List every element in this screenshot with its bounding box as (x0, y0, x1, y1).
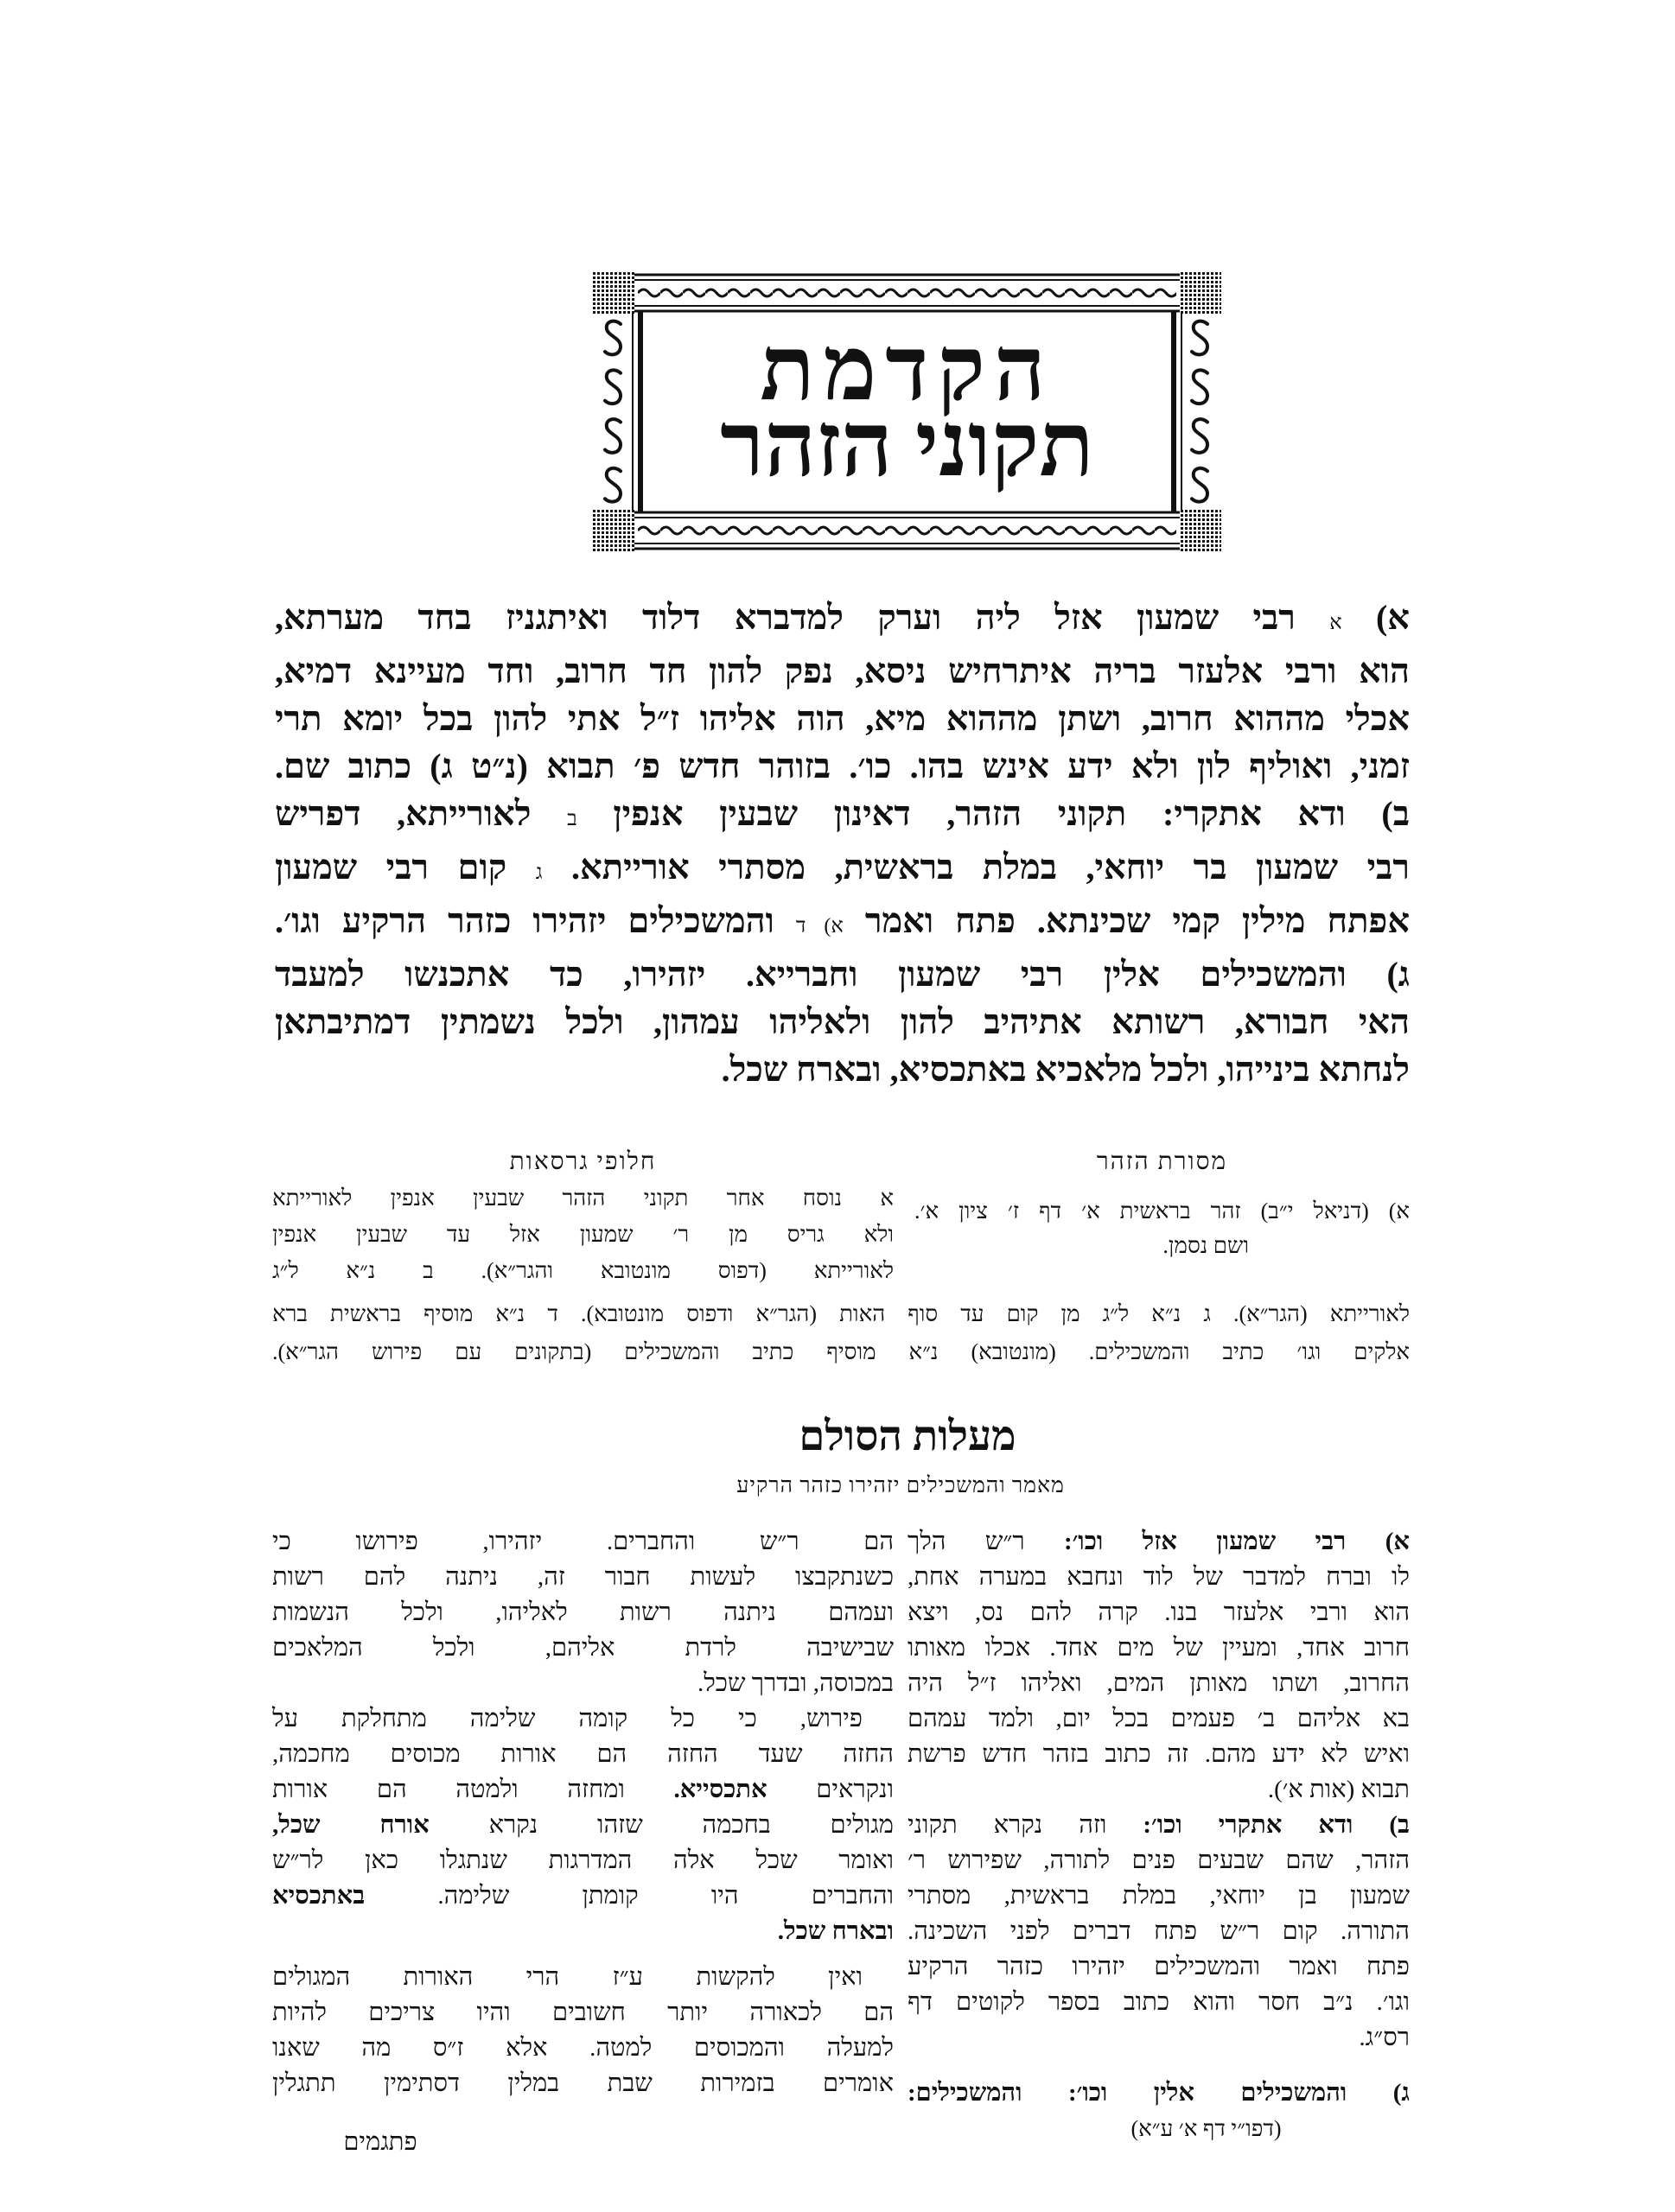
masoret-heading: מסורת הזהר (1096, 1148, 1228, 1175)
line-text: אפתח מילין קמי שכינתא. פתח ואמר (843, 901, 1411, 940)
note-line: לאורייתא (הגר״א). ג נ״א ל״ג מן קום עד סוף האות (הגר״א ודפוס מונטובא). ד נ״א מוסיף בראשית ברא (272, 1301, 1410, 1326)
commentary-line (908, 1808, 1410, 1843)
commentary-right-column (908, 1524, 1410, 2146)
bottom-wave (638, 524, 1176, 537)
emphasized-term: באתכסיא (272, 1882, 366, 1910)
note-line: א נוסח אחר תקוני הזהר שבעין אנפין לאורייתא (272, 1185, 894, 1211)
variant-marker: ב (567, 808, 577, 830)
paragraph-label: א) (1341, 598, 1410, 637)
commentary-line: חרוב אחד, ומעיין של מים אחד. אכלו מאותו (908, 1634, 1410, 1662)
commentary-line: כשנתקבצו לעשות חבור זה, ניתנה להם רשות (272, 1563, 894, 1591)
note-line: א) (דניאל י״ב) זהר בראשית א׳ דף ז׳ ציון א׳. (914, 1198, 1410, 1224)
commentary-line: פתח ואמר והמשכילים יזהירו כזהר הרקיע (908, 1953, 1410, 1980)
title-line-2: תקוני הזהר (720, 396, 1094, 495)
sulam-subheading: מאמר והמשכילים יזהירו כזהר הרקיע (736, 1474, 1065, 1497)
main-line: זמני, ואוליף לון ולא ידע אינש בהו. כו׳. בזוהר חדש פ׳ תבוא (נ״ט ג) כתוב שם. (275, 747, 1410, 785)
emphasized-term: אורח שכל, (272, 1811, 430, 1839)
commentary-line (272, 1772, 894, 1808)
emphasized-term: אתכסייא. (673, 1776, 767, 1803)
commentary-line (272, 1878, 894, 1914)
chilufei-notes-continued (272, 1295, 1410, 1371)
main-text (275, 594, 1410, 1093)
reference-marker: א) ד (795, 915, 844, 938)
main-line: האי חבורא, רשותא אתיהיב להון ולאליהו עמהון, ולכל נשמתין דמתיבתאן (275, 1002, 1410, 1041)
left-side-band (593, 314, 634, 510)
commentary-line: לו וברח למדבר של לוד ונחבא במערה אחת, (908, 1563, 1410, 1591)
commentary-left-column (272, 1524, 894, 2101)
commentary-line (908, 1524, 1410, 1560)
line-text: ומחזה ולמטה הם אורות (272, 1776, 674, 1803)
main-line (275, 790, 1410, 843)
commentary-line: תבוא (אות א׳). (1267, 1776, 1410, 1803)
note-line: ושם נסמן. (1162, 1233, 1249, 1258)
commentary-line: הם ר״ש והחברים. יזהירו, פירושו כי (272, 1528, 894, 1555)
top-wave (638, 286, 1176, 300)
commentary-line: רס״ג. (1359, 2024, 1410, 2051)
variant-marker: ג (535, 861, 543, 884)
commentary-line: הם לכאורה יותר חשובים והיו צריכים להיות (272, 1999, 894, 2026)
main-line: אכלי מההוא חרוב, ושתן מההוא מיא, הוה אליהו ז״ל אתי להון בכל יומא תרי (275, 699, 1410, 738)
chilufei-heading: חלופי גרסאות (509, 1148, 657, 1175)
title-frame (593, 272, 1221, 551)
commentary-line: התורה. קום ר״ש פתח דברים לפני השכינה. (908, 1917, 1410, 1945)
main-line (275, 843, 1410, 897)
commentary-line: החזה שעד החזה הם אורות מכוסים מחכמה, (272, 1740, 894, 1768)
line-text: וזה נקרא תקוני (908, 1811, 1143, 1839)
commentary-line: הזהר, שהם שבעים פנים לתורה, שפירוש ר׳ (908, 1847, 1410, 1874)
line-text: רבי שמעון בר יוחאי, במלת בראשית, מסתרי אורייתא. (542, 848, 1410, 887)
commentary-line: במכוסה, ובדרך שכל. (697, 1669, 894, 1697)
line-text: מגולים בחכמה שזהו נקרא (429, 1811, 894, 1839)
line-text: ונקראים (767, 1776, 894, 1803)
note-line: לאורייתא (דפוס מונטובא והגר״א). ב נ״א ל״ג (272, 1258, 894, 1283)
main-line (275, 594, 1410, 647)
note-line: ולא גריס מן ר׳ שמעון אזל עד שבעין אנפין (272, 1222, 894, 1247)
commentary-line: בא אליהם ב׳ פעמים בכל יום, ולמד עמהם (908, 1705, 1410, 1732)
sulam-heading: מעלות הסולם (799, 1414, 1016, 1459)
line-text: קום רבי שמעון (275, 848, 536, 887)
paragraph-heading: ג) והמשכילים אלין וכו׳: והמשכילים: (908, 2079, 1410, 2107)
line-text: לאורייתא, דפריש (275, 794, 568, 833)
line-text: והחברים היו קומתן שלימה. (365, 1882, 894, 1910)
main-line: ג) והמשכילים אלין רבי שמעון וחברייא. יזהירו, כד אתכנשו למעבד (275, 955, 1410, 994)
paragraph-heading: ב) ודא אתקרי וכו׳: (1143, 1811, 1410, 1839)
line-text: רבי שמעון אזל ליה וערק למדברא דלוד ואיתגניז בחד מערתא, (275, 598, 1330, 637)
commentary-line: למעלה והמכוסים למטה. אלא ז״ס מה שאנו (272, 2034, 894, 2062)
commentary-line (272, 1808, 894, 1843)
commentary-line: וגו׳. נ״ב חסר והוא כתוב בספר לקוטים דף (908, 1988, 1410, 2016)
commentary-line: ואיש לא ידע מהם. זה כתוב בזהר חדש פרשת (908, 1740, 1410, 1768)
line-text: ב) ודא אתקרי: תקוני הזהר, דאינון שבעין אנפין (576, 794, 1410, 833)
line-text: והמשכילים יזהירו כזהר הרקיע וגו׳. (275, 901, 796, 940)
catchword: פתגמים (343, 2128, 417, 2156)
commentary-line: פירוש, כי כל קומה שלימה מתחלקת על (272, 1705, 863, 1732)
commentary-line: אומרים בזמירות שבת במלין דסתימין תתגלין (272, 2069, 894, 2097)
commentary-line: ואומר שכל אלה המדרגות שנתגלו כאן לר״ש (272, 1847, 894, 1874)
commentary-line: ועמהם ניתנה רשות לאליהו, ולכל הנשמות (272, 1599, 894, 1626)
main-line: הוא ורבי אלעזר בריה איתרחיש ניסא, נפק להון חד חרוב, וחד מעיינא דמיא, (275, 652, 1410, 690)
commentary-line: החרוב, ושתו מאותן המים, ואליהו ז״ל היה (908, 1669, 1410, 1697)
chilufei-notes (272, 1180, 894, 1289)
commentary-line: הוא ורבי אלעזר בנו. קרה להם נס, ויצא (908, 1599, 1410, 1626)
right-side-band (1180, 314, 1221, 510)
commentary-line: ואין להקשות ע״ז הרי האורות המגולים (272, 1963, 863, 1991)
variant-marker: א (1329, 612, 1342, 634)
emphasized-term: ובארח שכל. (777, 1917, 894, 1945)
paragraph-heading: א) רבי שמעון אזל וכו׳: (1063, 1528, 1410, 1555)
commentary-line: שבישיבה לרדת אליהם, ולכל המלאכים (272, 1634, 894, 1662)
masoret-notes (914, 1194, 1410, 1263)
line-text: ר״ש הלך (908, 1528, 1064, 1555)
page-reference: (דפו״י דף א׳ ע״א) (1130, 2116, 1282, 2141)
title-line-1: הקדמת (760, 320, 1054, 419)
main-line (275, 897, 1410, 950)
commentary-line: שמעון בן יוחאי, במלת בראשית, מסתרי (908, 1882, 1410, 1910)
main-line: לנחתא בינייהו, ולכל מלאכיא באתכסיא, ובארח שכל. (721, 1050, 1410, 1089)
note-line: אלקים וגו׳ כתיב והמשכילים. (מונטובא) נ״א מוסיף כתיב והמשכילים (בתקונים עם פירוש הגר״א). (272, 1339, 1410, 1364)
